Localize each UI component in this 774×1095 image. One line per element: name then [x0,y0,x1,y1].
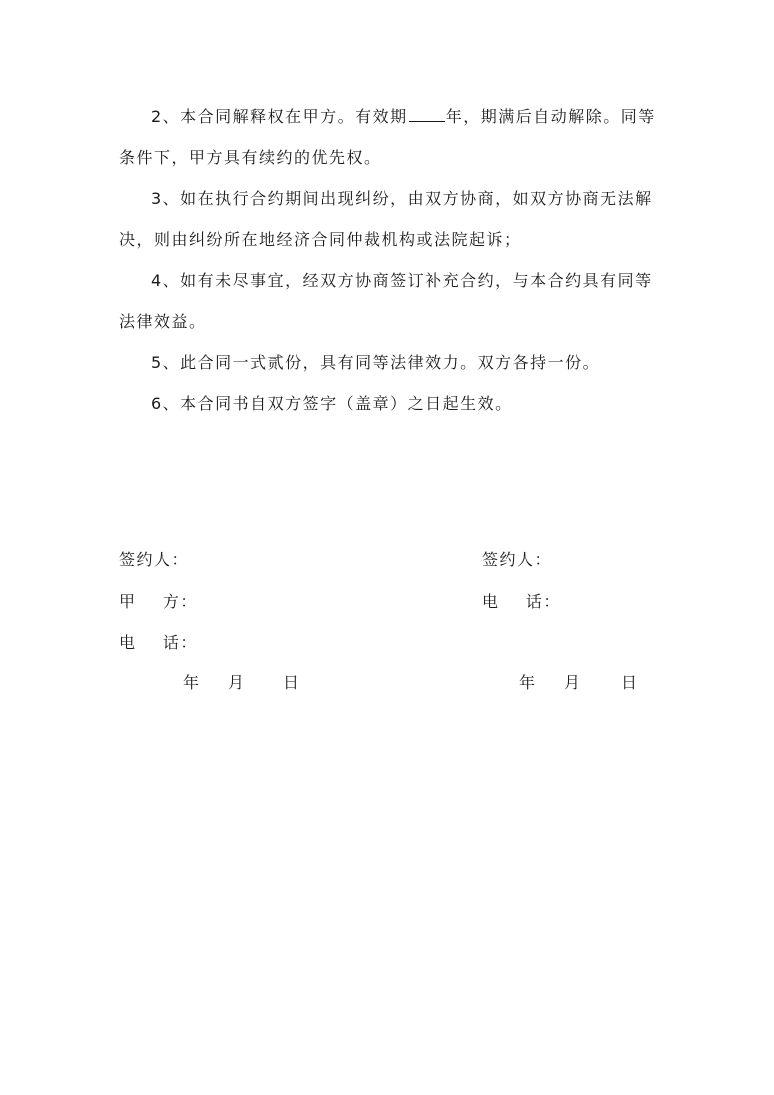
right-date-year: 年 [519,673,536,692]
contract-clauses [119,96,664,424]
right-phone-label: 电 话： [482,592,561,611]
left-date-year: 年 [183,673,200,692]
clause-6: 6、本合同书自双方签字（盖章）之日起生效。 [151,394,513,413]
left-date-day: 日 [283,673,300,692]
left-date-month: 月 [228,673,245,692]
left-party-a-label: 甲 方： [119,592,198,611]
left-signer-label: 签约人： [119,550,190,569]
clause-2 [119,96,664,178]
clause-2-text-after: 年，期满后自动解除。同等条件下，甲方具有续约的优先权。 [119,107,656,167]
clause-4: 4、如有未尽事宜，经双方协商签订补充合约，与本合约具有同等法律效益。 [119,271,653,331]
left-phone-label: 电 话： [119,633,198,652]
clause-5: 5、此合同一式贰份，具有同等法律效力。双方各持一份。 [151,353,601,372]
clause-3: 3、如在执行合约期间出现纠纷，由双方协商，如双方协商无法解决，则由纠纷所在地经济合同仲裁机构或法院起诉； [119,189,653,249]
clause-2-text-before: 2、本合同解释权在甲方。有效期 [151,107,408,126]
right-signer-label: 签约人： [482,550,553,569]
right-date-day: 日 [621,673,638,692]
right-date-month: 月 [564,673,581,692]
validity-period-blank [409,107,445,122]
